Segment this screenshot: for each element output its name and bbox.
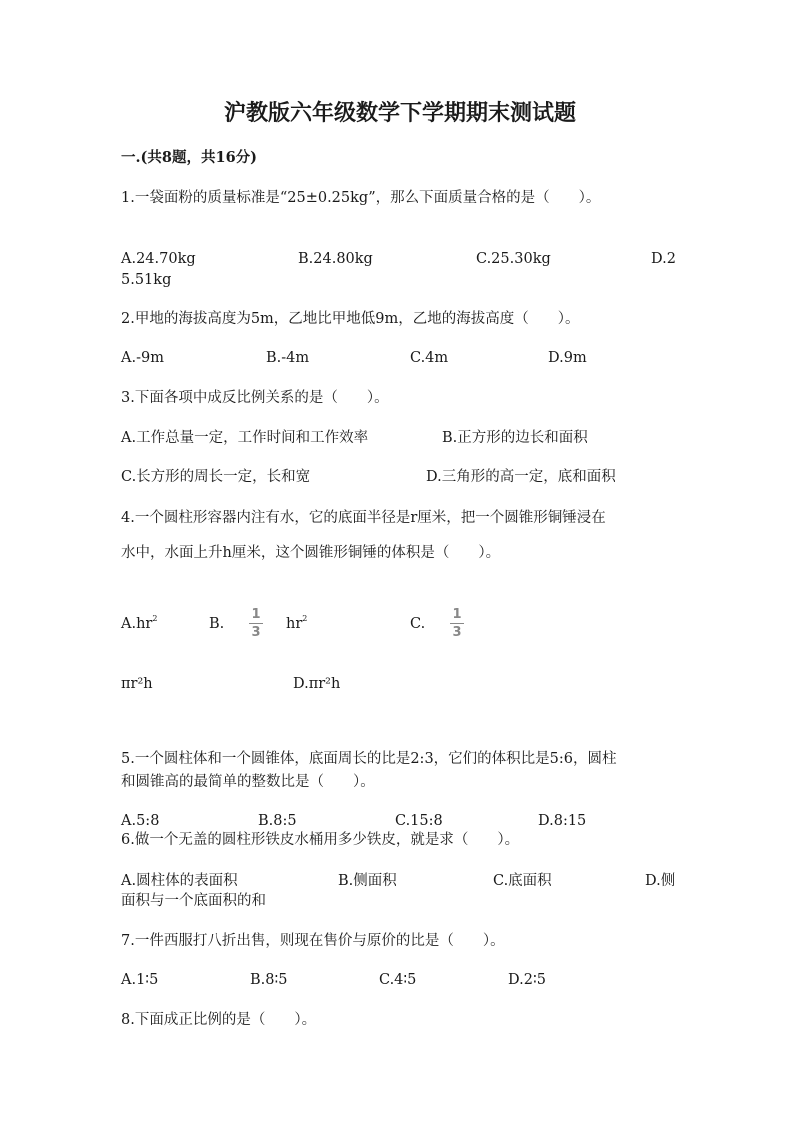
q6-option-d: D.侧 (645, 873, 676, 889)
q4-option-b-label: B. (209, 616, 225, 632)
q1-option-d-cont: 5.51kg (121, 272, 172, 288)
q4-option-c-fraction: 1 3 (447, 607, 467, 640)
section-header: 一.(共8题，共16分) (121, 149, 258, 166)
q4-option-a: $A.hr^2$ (121, 614, 158, 632)
q3-option-c: C.长方形的周长一定，长和宽 (121, 469, 311, 485)
q5-option-b: B.8:5 (258, 813, 297, 829)
q7-stem: 7.一件西服打八折出售，则现在售价与原价的比是（ ）。 (121, 933, 505, 949)
q2-option-a: A.-9m (121, 350, 164, 366)
page-title: 沪教版六年级数学下学期期末测试题 (223, 100, 576, 126)
q8-stem: 8.下面成正比例的是（ ）。 (121, 1012, 317, 1028)
q2-stem: 2.甲地的海拔高度为5m，乙地比甲地低9m，乙地的海拔高度（ ）。 (121, 311, 580, 327)
q5-stem-line1: 5.一个圆柱体和一个圆锥体，底面周长的比是2:3，它们的体积比是5:6，圆柱 (121, 751, 617, 767)
q4-stem-line2: 水中，水面上升h厘米，这个圆锥形铜锤的体积是（ ）。 (121, 545, 501, 561)
q7-option-b: B.8∶5 (250, 972, 288, 988)
q2-option-c: C.4m (410, 350, 449, 366)
q6-option-a: A.圆柱体的表面积 (121, 873, 238, 889)
q4-option-b-text: $hr^2$ (286, 614, 308, 632)
q4-option-c-cont: πr²h (121, 676, 153, 692)
q7-option-a: A.1∶5 (121, 972, 159, 988)
q4-stem-line1: 4.一个圆柱形容器内注有水，它的底面半径是r厘米，把一个圆锥形铜锤浸在 (121, 510, 606, 526)
q2-option-b: B.-4m (266, 350, 310, 366)
q6-option-b: B.侧面积 (338, 873, 397, 889)
q7-option-c: C.4∶5 (379, 972, 417, 988)
q6-option-d-cont: 面积与一个底面积的和 (121, 893, 266, 909)
q7-option-d: D.2∶5 (508, 972, 546, 988)
q4-option-b-fraction: 1 3 (246, 607, 266, 640)
q4-option-d: D.πr²h (293, 676, 341, 692)
q1-option-a: A.24.70kg (121, 251, 196, 267)
q5-option-c: C.15:8 (395, 813, 443, 829)
q5-option-a: A.5:8 (121, 813, 160, 829)
q5-option-d: D.8:15 (538, 813, 587, 829)
q6-stem: 6.做一个无盖的圆柱形铁皮水桶用多少铁皮，就是求（ ）。 (121, 832, 520, 848)
q3-option-a: A.工作总量一定，工作时间和工作效率 (121, 430, 369, 446)
q3-option-b: B.正方形的边长和面积 (442, 430, 588, 446)
q5-stem-line2: 和圆锥高的最简单的整数比是（ ）。 (121, 774, 375, 790)
q2-option-d: D.9m (548, 350, 587, 366)
q4-option-c-label: C. (410, 616, 426, 632)
q1-option-b: B.24.80kg (298, 251, 373, 267)
q1-option-c: C.25.30kg (476, 251, 551, 267)
q3-option-d: D.三角形的高一定，底和面积 (426, 469, 616, 485)
q3-stem: 3.下面各项中成反比例关系的是（ ）。 (121, 390, 389, 406)
q1-stem: 1.一袋面粉的质量标准是“25±0.25kg”，那么下面质量合格的是（ ）。 (121, 190, 601, 206)
q1-option-d: D.2 (651, 251, 676, 267)
q6-option-c: C.底面积 (493, 873, 552, 889)
